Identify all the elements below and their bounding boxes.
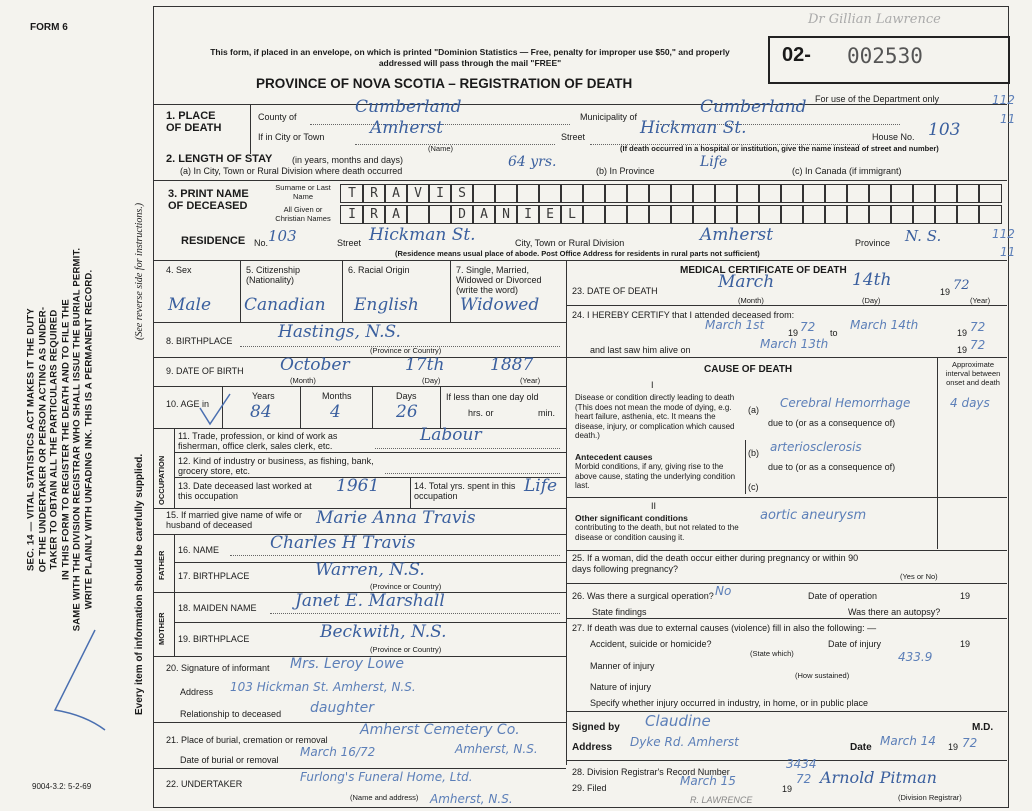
dob-year-sub: (Year) <box>520 376 541 385</box>
letter-box: R <box>362 205 386 224</box>
operation-year-prefix: 19 <box>960 591 971 601</box>
registrar-signature: Arnold Pitman <box>820 768 937 787</box>
signed-label: Signed by <box>572 722 620 733</box>
deceased-label: 3. PRINT NAME OF DECEASED <box>168 188 249 212</box>
hrs-label: hrs. or <box>468 408 494 418</box>
letter-box: A <box>384 184 408 203</box>
letter-box <box>824 205 848 224</box>
age-check-mark <box>196 392 236 428</box>
birthplace-sub: (Province or Country) <box>370 346 442 355</box>
trade-label: 11. Trade, profession, or kind of work as fisherman, office clerk, sales clerk, etc. <box>178 431 338 451</box>
father-side: FATHER <box>157 550 166 580</box>
form-title: PROVINCE OF NOVA SCOTIA – REGISTRATION OF DEATH <box>256 76 633 91</box>
letter-box <box>758 205 782 224</box>
sex-label: 4. Sex <box>166 265 192 275</box>
registrar-pencil: R. LAWRENCE <box>690 795 753 805</box>
burial-place: Amherst Cemetery Co. <box>360 722 520 738</box>
doctor-date-label: Date <box>850 742 872 753</box>
occupation-side: OCCUPATION <box>157 455 166 505</box>
residence-street-label: Street <box>337 238 362 248</box>
residence-province: N. S. <box>905 227 942 245</box>
letter-box: E <box>538 205 562 224</box>
letter-box <box>538 184 562 203</box>
residence-label: RESIDENCE <box>181 235 246 247</box>
death-day-sub: (Day) <box>862 296 881 305</box>
house-value: 103 <box>928 120 961 140</box>
letter-box <box>626 205 650 224</box>
death-date-label: 23. DATE OF DEATH <box>572 286 658 296</box>
q26-label: 26. Was there a surgical operation? <box>572 591 714 601</box>
letter-box <box>648 205 672 224</box>
doctor-address-label: Address <box>572 742 613 753</box>
county-value: Cumberland <box>355 97 462 117</box>
letter-box <box>560 184 584 203</box>
hospital-note: (If death occurred in a hospital or institution, give the name instead of street and number) <box>620 144 939 153</box>
operation-date-label: Date of operation <box>808 591 878 601</box>
last-seen-year: 72 <box>970 338 986 352</box>
age-label: 10. AGE in <box>166 399 210 409</box>
stay-b-label: (b) In Province <box>596 166 655 176</box>
how-sustained: (How sustained) <box>795 671 850 680</box>
mother-side: MOTHER <box>157 612 166 645</box>
residence-no: 103 <box>268 227 297 245</box>
letter-box <box>714 184 738 203</box>
margin-line-6: WRITE PLAINLY WITH UNFADING INK. THIS IS A PERMANENT RECORD. <box>83 269 94 610</box>
margin-line-3: TAKER TO OBTAIN ALL THE PARTICULARS REQUIRED <box>48 309 60 570</box>
md-label: M.D. <box>972 722 994 733</box>
residence-street: Hickman St. <box>369 225 476 245</box>
envelope-note: This form, if placed in an envelope, on which is printed "Dominion Statistics — Free, penalty for improper use $50," and properly addressed will pass through the mail "FREE" <box>210 47 730 68</box>
letter-box <box>692 184 716 203</box>
record-number: 3434 <box>786 757 817 771</box>
cause-b-label: (b) <box>748 448 759 458</box>
q26-value: No <box>715 584 732 598</box>
attend-to-year: 72 <box>970 320 986 334</box>
letter-box: T <box>340 184 364 203</box>
other-title: Other significant conditions <box>575 513 688 523</box>
days-value: 26 <box>396 402 418 422</box>
letter-box: D <box>450 205 474 224</box>
informant-label: 20. Signature of informant <box>166 663 270 673</box>
letter-box <box>934 184 958 203</box>
racial-value: English <box>354 295 419 315</box>
years-label: Years <box>252 391 275 401</box>
father-name-label: 16. NAME <box>178 545 220 555</box>
nature-label: Nature of injury <box>590 682 652 692</box>
attend-to: March 14th <box>850 318 919 332</box>
margin-line-5: SAME WITH THE DIVISION REGISTRAR WHO SHALL ISSUE THE BURIAL PERMIT. <box>71 247 83 632</box>
burial-place-label: 21. Place of burial, cremation or removal <box>166 735 328 745</box>
registrar-label: (Division Registrar) <box>898 793 962 802</box>
letter-box: N <box>494 205 518 224</box>
street-value: Hickman St. <box>640 118 747 138</box>
birthplace-value: Hastings, N.S. <box>278 322 401 342</box>
letter-box <box>868 205 892 224</box>
father-birthplace-sub: (Province or Country) <box>370 582 442 591</box>
q25-sub: (Yes or No) <box>900 572 938 581</box>
undertaker-name: Furlong's Funeral Home, Ltd. <box>300 770 473 784</box>
attend-from-year: 72 <box>800 320 816 334</box>
filed-label: 29. Filed <box>572 783 607 793</box>
citizenship-label: 5. Citizenship (Nationality) <box>246 265 301 285</box>
burial-town: Amherst, N.S. <box>455 742 538 756</box>
q27-label: 27. If death was due to external causes (violence) fill in also the following: — <box>572 623 877 633</box>
cause-a: Cerebral Hemorrhage <box>780 396 911 410</box>
certify-label: 24. I HEREBY CERTIFY that I attended deceased from: <box>572 310 795 320</box>
other-label: contributing to the death, but not related to the disease or condition causing it. <box>575 523 739 542</box>
margin-note: (See reverse side for instructions.) <box>134 202 145 340</box>
min-label: min. <box>538 408 556 418</box>
reg-number: 002530 <box>847 44 923 68</box>
trade-value: Labour <box>420 425 482 445</box>
sex-value: Male <box>168 295 212 315</box>
letter-box <box>978 184 1002 203</box>
dob-day-sub: (Day) <box>422 376 441 385</box>
disease-label: Disease or condition directly leading to death (This does not mean the mode of dying, e.g. heart failure, asthenia, etc. It means the disease, injury, or complication which caused death.) <box>575 393 735 440</box>
letter-box <box>714 205 738 224</box>
stay-note: (in years, months and days) <box>292 155 404 165</box>
letter-box <box>582 184 606 203</box>
cause-c-label: (c) <box>748 482 759 492</box>
margin-pen-mark <box>45 620 115 740</box>
death-day: 14th <box>852 270 892 290</box>
signed-value: Claudine <box>645 712 711 730</box>
letter-box <box>956 205 980 224</box>
marital-label: 7. Single, Married, Widowed or Divorced (write the word) <box>456 265 542 295</box>
letter-box: A <box>472 205 496 224</box>
letter-box <box>912 184 936 203</box>
letter-box <box>648 184 672 203</box>
letter-box <box>670 205 694 224</box>
letter-box: R <box>362 184 386 203</box>
state-findings-label: State findings <box>592 607 647 617</box>
residence-code-1: 112 <box>992 227 1015 241</box>
stay-c-label: (c) In Canada (if immigrant) <box>792 166 902 176</box>
cause-title: CAUSE OF DEATH <box>704 364 793 375</box>
letter-box: I <box>516 205 540 224</box>
last-seen-prefix: 19 <box>957 345 968 355</box>
letter-box <box>890 205 914 224</box>
mother-maiden-label: 18. MAIDEN NAME <box>178 603 257 613</box>
letter-box: A <box>384 205 408 224</box>
death-month: March <box>718 272 775 292</box>
lessday-label: If less than one day old <box>446 392 539 402</box>
residence-province-label: Province <box>855 238 891 248</box>
filed-date: March 15 <box>680 774 736 788</box>
years-value: 84 <box>250 402 272 422</box>
cause-b: arteriosclerosis <box>770 440 862 454</box>
stay-a-label: (a) In City, Town or Rural Division where death occurred <box>180 166 403 176</box>
citizenship-value: Canadian <box>244 295 326 315</box>
dob-month-sub: (Month) <box>290 376 316 385</box>
dept-use: For use of the Department only <box>815 94 940 104</box>
death-year: 72 <box>953 278 970 293</box>
burial-date: March 16/72 <box>300 745 376 759</box>
letter-box <box>758 184 782 203</box>
other-condition: aortic aneurysm <box>760 508 867 523</box>
letter-box <box>934 205 958 224</box>
industry-label: 12. Kind of industry or business, as fishing, bank, grocery store, etc. <box>178 456 374 476</box>
letter-box: I <box>428 184 452 203</box>
informant-signature: Mrs. Leroy Lowe <box>290 656 404 672</box>
dob-year: 1887 <box>490 355 534 375</box>
specify-label: Specify whether injury occurred in industry, in home, or in public place <box>590 698 868 708</box>
street-label: Street <box>561 132 586 142</box>
letter-box <box>428 205 452 224</box>
medical-title: MEDICAL CERTIFICATE OF DEATH <box>680 265 847 276</box>
last-seen: March 13th <box>760 337 829 351</box>
birthplace-label: 8. BIRTHPLACE <box>166 336 233 346</box>
informant-address: 103 Hickman St. Amherst, N.S. <box>230 680 416 694</box>
father-name: Charles H Travis <box>270 533 416 553</box>
doctor-date: March 14 <box>880 734 936 748</box>
death-year-prefix: 19 <box>940 287 951 297</box>
death-month-sub: (Month) <box>738 296 764 305</box>
antecedent-title: Antecedent causes <box>575 452 653 462</box>
house-label: House No. <box>872 132 915 142</box>
margin-supply: Every item of information should be carefully supplied. <box>134 453 145 715</box>
letter-box <box>846 205 870 224</box>
antecedent-label: Morbid conditions, if any, giving rise to the above cause, stating the underlying condition last. <box>575 462 736 490</box>
due-b-label: due to (or as a consequence of) <box>768 462 896 472</box>
letter-box <box>604 205 628 224</box>
q25-label: 25. If a woman, did the death occur either during pregnancy or within 90 days following pregnancy? <box>572 553 859 574</box>
stay-label: 2. LENGTH OF STAY <box>166 153 273 165</box>
residence-code-2: 11 <box>1000 245 1016 259</box>
mother-maiden: Janet E. Marshall <box>295 591 445 611</box>
record-label: 28. Division Registrar's Record Number <box>572 767 730 777</box>
letter-box <box>890 184 914 203</box>
letter-box <box>692 205 716 224</box>
undertaker-label: 22. UNDERTAKER <box>166 779 243 789</box>
undertaker-sub: (Name and address) <box>350 793 419 802</box>
due-a-label: due to (or as a consequence of) <box>768 418 896 428</box>
letter-box <box>824 184 848 203</box>
residence-city-label: City, Town or Rural Division <box>515 238 625 248</box>
autopsy-label: Was there an autopsy? <box>848 607 941 617</box>
stay-b-value: Life <box>700 154 728 170</box>
spouse-value: Marie Anna Travis <box>316 508 476 528</box>
top-pencil: Dr Gillian Lawrence <box>808 12 941 27</box>
letter-box <box>912 205 936 224</box>
letter-box: V <box>406 184 430 203</box>
attend-from-prefix: 19 <box>788 328 799 338</box>
informant-address-label: Address <box>180 687 214 697</box>
mother-birthplace-sub: (Province or Country) <box>370 645 442 654</box>
letter-box <box>736 184 760 203</box>
letter-box <box>406 205 430 224</box>
given-label: All Given or Christian Names <box>275 205 331 223</box>
letter-box <box>494 184 518 203</box>
margin-line-4: IN THIS FORM TO REGISTER THE DEATH AND TO FILE THE <box>60 299 71 580</box>
days-label: Days <box>396 391 417 401</box>
name-sublabel: (Name) <box>428 144 454 153</box>
surname-label: Surname or Last Name <box>275 183 331 201</box>
dob-day: 17th <box>405 355 445 375</box>
section-two: II <box>651 501 657 511</box>
doctor-address: Dyke Rd. Amherst <box>630 735 739 749</box>
mother-birthplace: Beckwith, N.S. <box>320 622 447 642</box>
burial-date-label: Date of burial or removal <box>180 755 279 765</box>
marital-value: Widowed <box>460 295 540 315</box>
letter-box: L <box>560 205 584 224</box>
mother-birthplace-label: 19. BIRTHPLACE <box>178 634 250 644</box>
letter-box <box>670 184 694 203</box>
letter-box <box>626 184 650 203</box>
undertaker-town: Amherst, N.S. <box>430 792 513 806</box>
residence-note: (Residence means usual place of abode. Post Office Address for residents in rural parts not sufficient) <box>395 249 760 258</box>
municipality-label: Municipality of <box>580 112 638 122</box>
injury-year-prefix: 19 <box>960 639 971 649</box>
letter-box <box>780 205 804 224</box>
letter-box <box>846 184 870 203</box>
stay-a-value: 64 yrs. <box>508 154 557 170</box>
letter-box <box>472 184 496 203</box>
residence-city: Amherst <box>700 225 774 245</box>
total-years-value: Life <box>524 476 558 496</box>
doctor-year-prefix: 19 <box>948 742 959 752</box>
spouse-label: 15. If married give name of wife or husband of deceased <box>166 510 303 530</box>
printer-code: 9004-3.2: 5-2-69 <box>32 782 92 791</box>
last-worked-value: 1961 <box>336 476 380 496</box>
letter-box <box>868 184 892 203</box>
months-value: 4 <box>330 402 341 422</box>
relationship-label: Relationship to deceased <box>180 709 282 719</box>
attend-from: March 1st <box>705 318 765 332</box>
reg-prefix: 02- <box>782 44 811 66</box>
place-code-2: 11 <box>1000 112 1016 126</box>
letter-box <box>802 205 826 224</box>
county-label: County of <box>258 112 297 122</box>
letter-box <box>978 205 1002 224</box>
last-seen-label: and last saw him alive on <box>590 345 691 355</box>
death-year-sub: (Year) <box>970 296 991 305</box>
letter-box <box>736 205 760 224</box>
residence-no-label: No. <box>254 238 269 248</box>
section-one: I <box>651 380 654 390</box>
attend-to-label: to <box>830 328 838 338</box>
letter-box <box>604 184 628 203</box>
dob-month: October <box>280 355 350 375</box>
letter-box <box>802 184 826 203</box>
interval-label: Approximate interval between onset and death <box>945 360 1001 387</box>
cause-a-interval: 4 days <box>950 396 990 410</box>
city-label: If in City or Town <box>258 132 325 142</box>
manner-label: Manner of injury <box>590 661 655 671</box>
city-value: Amherst <box>370 118 444 138</box>
doctor-year: 72 <box>962 736 978 750</box>
last-worked-label: 13. Date deceased last worked at this occupation <box>178 481 312 501</box>
manner-code: 433.9 <box>898 650 933 664</box>
letter-box <box>582 205 606 224</box>
place-label: 1. PLACE OF DEATH <box>166 110 222 134</box>
letter-box <box>780 184 804 203</box>
letter-box: S <box>450 184 474 203</box>
dob-label: 9. DATE OF BIRTH <box>166 366 244 376</box>
margin-line-1: SEC. 14 — VITAL STATISTICS ACT MAKES IT THE DUTY <box>25 308 37 571</box>
letter-box: I <box>340 205 364 224</box>
letter-box <box>956 184 980 203</box>
filed-year: 72 <box>796 772 812 786</box>
place-code-1: 112 <box>992 93 1015 107</box>
total-years-label: 14. Total yrs. spent in this occupation <box>414 481 516 501</box>
form-id: FORM 6 <box>30 22 68 33</box>
margin-line-2: OF THE UNDERTAKER OR PERSON ACTING AS UNDER- <box>37 306 48 573</box>
months-label: Months <box>322 391 352 401</box>
relationship-value: daughter <box>310 700 374 716</box>
attend-to-prefix: 19 <box>957 328 968 338</box>
state-which: (State which) <box>750 649 794 658</box>
letter-box <box>516 184 540 203</box>
cause-a-label: (a) <box>748 405 759 415</box>
racial-label: 6. Racial Origin <box>348 265 410 275</box>
father-birthplace-label: 17. BIRTHPLACE <box>178 571 250 581</box>
injury-date-label: Date of injury <box>828 639 882 649</box>
filed-year-prefix: 19 <box>782 784 793 794</box>
father-birthplace: Warren, N.S. <box>315 560 425 580</box>
accident-label: Accident, suicide or homicide? <box>590 639 712 649</box>
municipality-value: Cumberland <box>700 97 807 117</box>
